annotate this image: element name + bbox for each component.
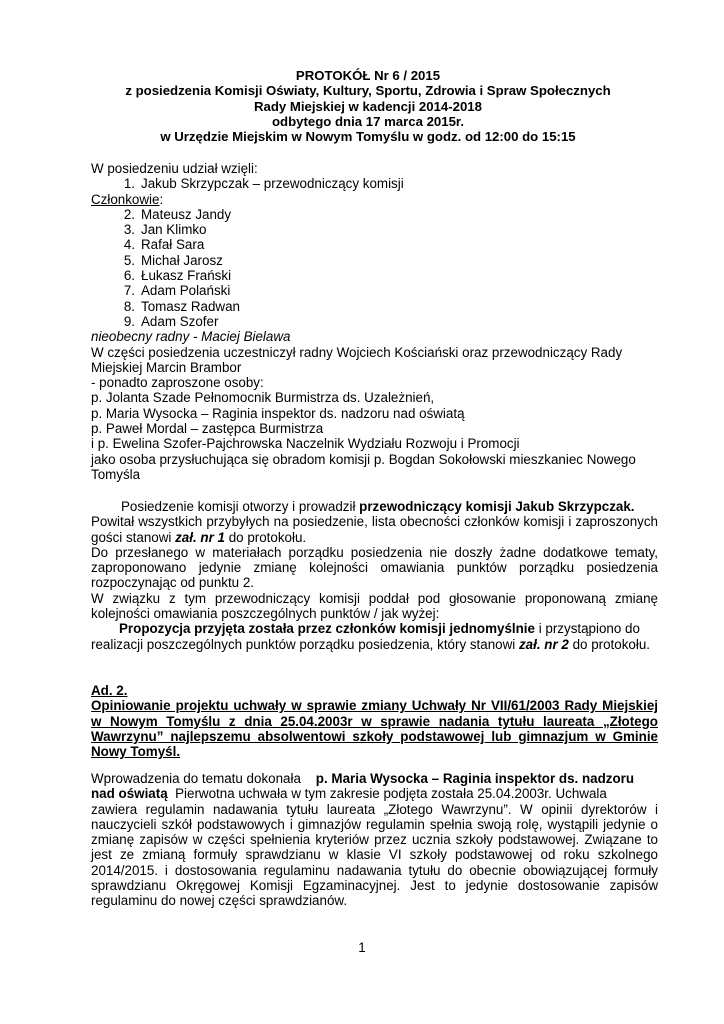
ad2-body-line: 2014/2015. i dostosowania regulaminu nadawania tytułu do obecnie obowiązującej formuły <box>91 862 658 878</box>
chair-name: Jakub Skrzypczak – przewodniczący komisji <box>141 176 404 192</box>
ad2-body-line: regulaminu do nowej części sprawdzianów. <box>91 893 348 909</box>
ad2-body-line: jest ze zmianą formuły sprawdzianu w klasie VI szkoły podstawowej od roku szkolnego <box>91 847 658 863</box>
invited-person: p. Paweł Mordal – zastępca Burmistrza <box>91 421 324 437</box>
listener-line: jako osoba przysłuchująca się obradom komisji p. Bogdan Sokołowski mieszkaniec Nowego <box>91 451 636 467</box>
invited-person: p. Maria Wysocka – Raginia inspektor ds. nadzoru nad oświatą <box>91 405 465 421</box>
meeting-date: odbytego dnia 17 marca 2015r. <box>271 113 465 129</box>
council-term: Rady Miejskiej w kadencji 2014-2018 <box>254 98 482 114</box>
ad2-body <box>91 771 658 909</box>
ad2-title-line: Wawrzynu” najlepszemu absolwentowi szkoły podstawowej lub gimnazjum w Gminie <box>91 728 658 744</box>
list-item: 2. Mateusz Jandy <box>123 206 232 222</box>
opening-paragraph: Posiedzenie komisji otworzy i prowadził przewodniczący komisji Jakub Skrzypczak. <box>121 499 635 514</box>
listener-line: Tomyśla <box>91 466 141 482</box>
list-item: 4. Rafał Sara <box>123 237 205 253</box>
members-heading: Członkowie: <box>91 191 164 207</box>
ad2-section <box>91 683 658 759</box>
attachment-ref: zał. nr 1 <box>175 529 225 545</box>
attachment-ref: zał. nr 2 <box>518 636 569 652</box>
list-item <box>91 176 658 191</box>
protocol-header <box>70 68 666 144</box>
invited-person: i p. Ewelina Szofer-Pajchrowska Naczelnik Wydziału Rozwoju i Promocji <box>91 436 520 452</box>
list-item: 8. Tomasz Radwan <box>123 298 240 314</box>
list-item: 5. Michał Jarosz <box>123 252 223 268</box>
attendance-intro: W posiedzeniu udział wzięli: <box>91 161 258 176</box>
ad2-body-line: Wprowadzenia do tematu dokonała p. Maria Wysocka – Raginia inspektor ds. nadzoru <box>91 771 635 786</box>
ad2-title-line: w Nowym Tomyślu z dnia 25.04.2003r w sprawie nadania tytułu laureata „Złotego <box>91 713 658 729</box>
resolution-bold: Propozycja przyjęta została przez członków komisji jednomyślnie <box>119 621 535 637</box>
ad2-body-line: zmianę zapisów w części spełnienia kryteriów przez ucznia szkoły podstawowej. Związane to <box>91 832 658 848</box>
page-number: 1 <box>358 940 366 955</box>
invited-label: - ponadto zaproszone osoby: <box>91 375 264 391</box>
members-list <box>91 207 658 329</box>
ad2-body-line: sprawdzianu Okręgowej Komisji Egzaminacyjnej. Jest to jedynie dostosowanie zapisów <box>91 878 658 894</box>
ad2-body-line: nad oświatą Pierwotna uchwała w tym zakresie podjęta została 25.04.2003r. Uchwala <box>91 786 607 802</box>
list-number: 1. <box>123 176 135 192</box>
meeting-place-time: w Urzędzie Miejskim w Nowym Tomyślu w godz. od 12:00 do 15:15 <box>160 129 576 145</box>
ad2-title-line: Nowy Tomyśl. <box>91 744 181 760</box>
speaker-bold: p. Maria Wysocka – Raginia inspektor ds. nadzoru <box>315 771 635 786</box>
speaker-bold: nad oświatą <box>91 786 168 802</box>
ad2-body-line: zawiera regulamin nadawania tytułu laureata „Złotego Wawrzynu”. W opinii dyrektorów i <box>91 801 658 817</box>
protocol-title: PROTOKÓŁ Nr 6 / 2015 <box>295 68 441 83</box>
agenda-line: zaproponowano jedynie zmianę kolejności omawiania punktów porządku posiedzenia <box>91 560 658 576</box>
committee-name: z posiedzenia Komisji Oświaty, Kultury, Sportu, Zdrowia i Spraw Społecznych <box>125 83 611 99</box>
ad2-body-line: nauczycieli szkół podstawowych i gimnazjów regulamin spełnia swoją rolę, wystąpili jedynie o <box>91 816 658 832</box>
absent-note: nieobecny radny - Maciej Bielawa <box>91 329 291 345</box>
ad2-title-line: Opiniowanie projektu uchwały w sprawie zmiany Uchwały Nr VII/61/2003 Rady Miejskiej <box>91 698 658 714</box>
opening-section <box>91 499 658 652</box>
agenda-line: rozpoczynając od punktu 2. <box>91 575 255 591</box>
invited-person: p. Jolanta Szade Pełnomocnik Burmistrza ds. Uzależnień, <box>91 390 435 406</box>
attachment-line: gości stanowi zał. nr 1 do protokołu. <box>91 529 307 545</box>
agenda-line: Do przesłanego w materiałach porządku posiedzenia nie doszły żadne dodatkowe tematy, <box>91 544 658 560</box>
vote-line: W związku z tym przewodniczący komisji poddał pod głosowanie proponowaną zmianę <box>91 590 658 606</box>
resolution-line: realizacji poszczególnych punktów porządku posiedzenia, który stanowi zał. nr 2 do protokołu. <box>91 636 651 652</box>
list-item: 9. Adam Szofer <box>123 313 219 329</box>
members-label: Członkowie <box>91 191 160 207</box>
list-item: 7. Adam Polański <box>123 283 231 299</box>
partial-attendance-line: W części posiedzenia uczestniczył radny Wojciech Kościański oraz przewodniczący Rady <box>91 344 623 360</box>
resolution-line: Propozycja przyjęta została przez członków komisji jednomyślnie i przystąpiono do <box>119 621 640 637</box>
list-item: 3. Jan Klimko <box>123 222 207 238</box>
list-item: 6. Łukasz Frański <box>123 268 232 284</box>
vote-line: kolejności omawiania poszczególnych punktów / jak wyżej: <box>91 606 440 622</box>
ad2-heading: Ad. 2. <box>91 683 128 698</box>
attendance-section <box>91 161 658 482</box>
chair-bold: przewodniczący komisji Jakub Skrzypczak. <box>359 499 635 514</box>
welcome-line: Powitał wszystkich przybyłych na posiedzenie, lista obecności członków komisji i zaproszonych <box>91 514 658 530</box>
partial-attendance-line: Miejskiej Marcin Brambor <box>91 359 242 375</box>
